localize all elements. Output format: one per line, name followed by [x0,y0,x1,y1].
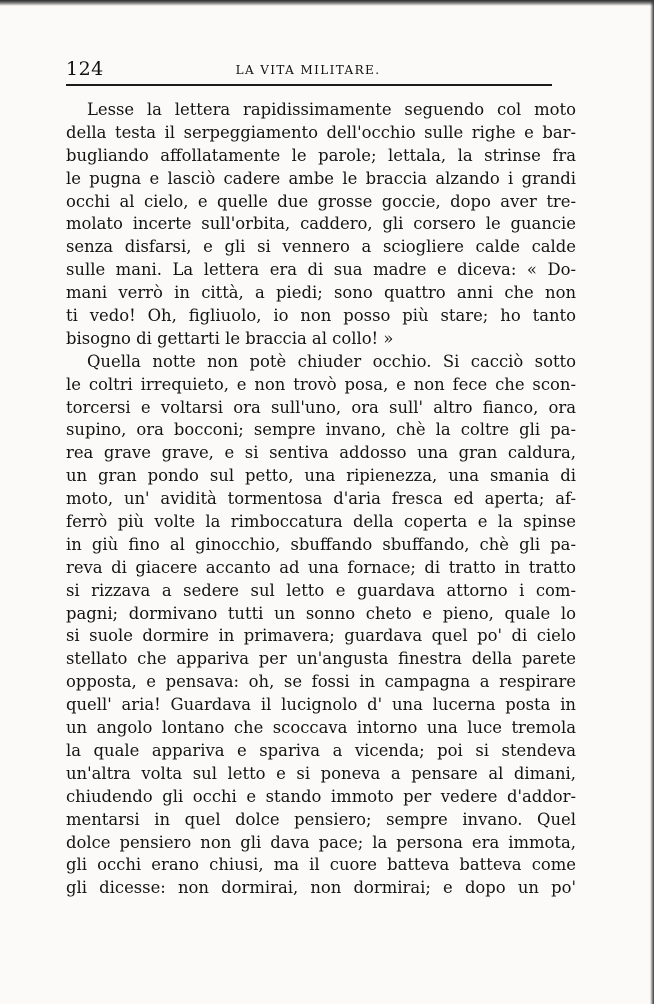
body-text [66,99,576,900]
page-number: 124 [66,58,104,80]
text-line: molato incerte sull'orbita, caddero, gli corsero le guancie [66,214,576,234]
text-line: gli occhi erano chiusi, ma il cuore batteva batteva come [66,855,576,875]
text-line: opposta, e pensava: oh, se fossi in campagna a respirare [66,672,576,692]
text-line: quell' aria! Guardava il lucignolo d' una lucerna posta in [66,695,576,715]
text-line: gli dicesse: non dormirai, non dormirai; e dopo un po' [66,878,576,898]
text-line: moto, un' avidità tormentosa d'aria fresca ed aperta; af- [66,489,576,509]
text-line: si rizzava a sedere sul letto e guardava attorno i com- [66,580,576,600]
text-line: le coltri irrequieto, e non trovò posa, e non fece che scon- [66,374,576,394]
scan-right-edge [650,0,654,1004]
text-line: un gran pondo sul petto, una ripienezza, una smania di [66,466,576,486]
text-line: bisogno di gettarti le braccia al collo! » [66,328,394,348]
text-line: sulle mani. La lettera era di sua madre e diceva: « Do- [66,260,576,280]
text-line: mentarsi in quel dolce pensiero; sempre invano. Quel [66,809,576,829]
text-line: la quale appariva e spariva a vicenda; poi si stendeva [66,740,576,760]
page-header [66,58,550,86]
scan-top-edge [0,0,654,6]
text-line: ferrò più volte la rimboccatura della coperta e la spinse [66,512,576,532]
text-line: Lesse la lettera rapidissimamente seguendo col moto [87,100,576,119]
text-line: rea grave grave, e si sentiva addosso una gran caldura, [66,443,576,463]
text-line: ti vedo! Oh, figliuolo, io non posso più stare; ho tanto [66,306,576,326]
text-line: in giù fino al ginocchio, sbuffando sbuffando, chè gli pa- [66,534,576,554]
text-line: stellato che appariva per un'angusta finestra della parete [66,649,576,669]
text-line: chiudendo gli occhi e stando immoto per vedere d'addor- [66,786,576,806]
text-line: le pugna e lasciò cadere ambe le braccia alzando i grandi [66,168,576,188]
text-line: dolce pensiero non gli dava pace; la persona era immota, [66,832,576,852]
text-line: Quella notte non potè chiuder occhio. Si cacciò sotto [87,351,576,371]
text-line: senza disfarsi, e gli si vennero a sciogliere calde calde [66,237,576,257]
text-line: mani verrò in città, a piedi; sono quattro anni che non [66,283,576,303]
text-line: un'altra volta sul letto e si poneva a pensare al dimani, [66,763,576,783]
text-line: un angolo lontano che scoccava intorno una luce tremola [66,718,576,738]
text-line: bugliando affollatamente le parole; lettala, la strinse fra [66,145,576,165]
text-line: supino, ora bocconi; sempre invano, chè la coltre gli pa- [66,420,576,440]
text-line: torcersi e voltarsi ora sull'uno, ora sull' altro fianco, ora [66,397,576,417]
running-title: LA VITA MILITARE. [235,63,381,77]
text-line: della testa il serpeggiamento dell'occhio sulle righe e bar- [66,122,576,142]
text-line: si suole dormire in primavera; guardava quel po' di cielo [66,626,576,646]
text-line: pagni; dormivano tutti un sonno cheto e pieno, quale lo [66,603,576,623]
text-line: occhi al cielo, e quelle due grosse goccie, dopo aver tre- [66,191,576,211]
text-line: reva di giacere accanto ad una fornace; di tratto in tratto [66,557,576,577]
header-rule [66,84,552,86]
